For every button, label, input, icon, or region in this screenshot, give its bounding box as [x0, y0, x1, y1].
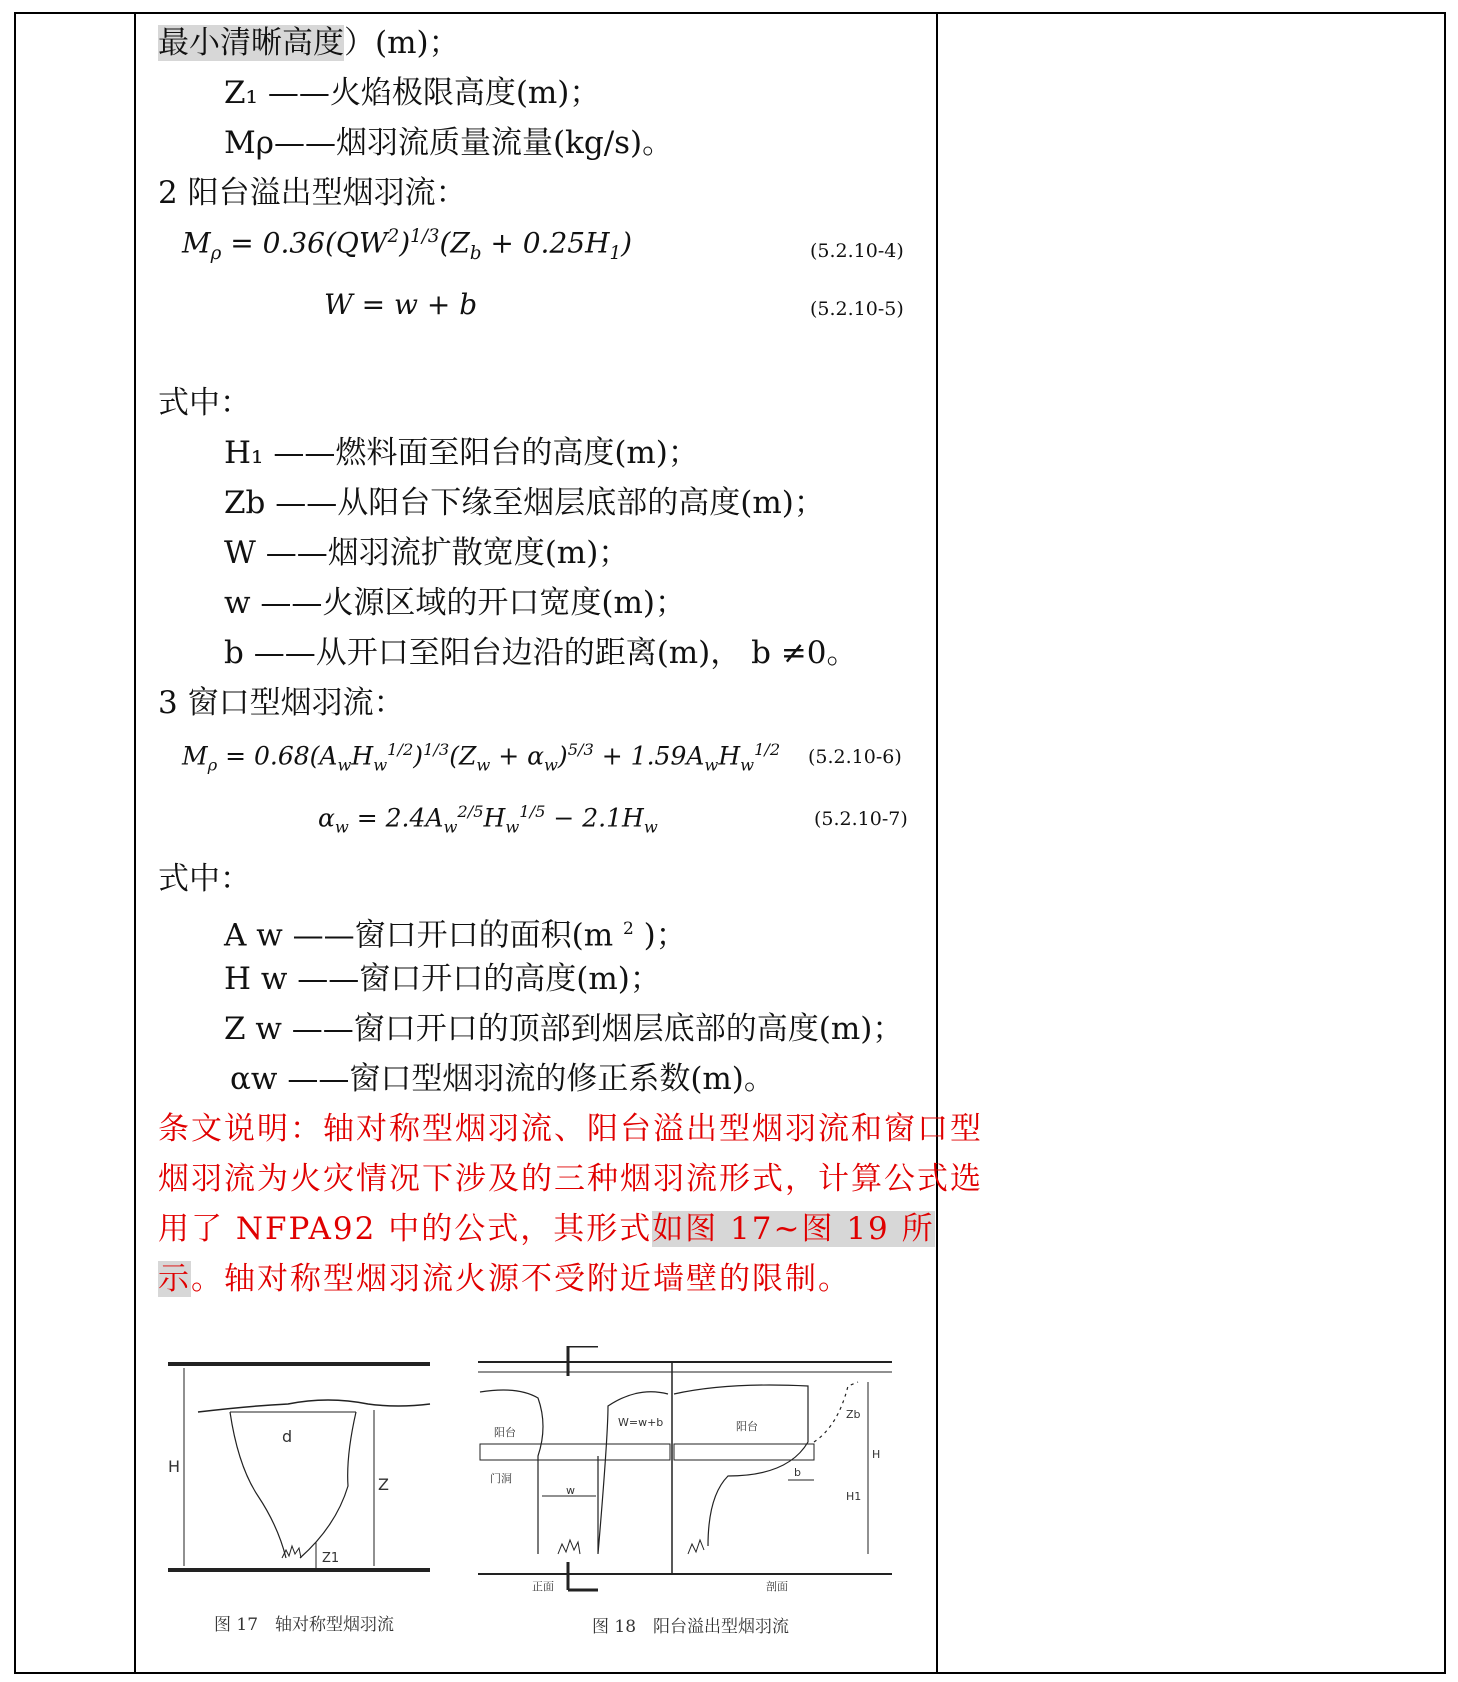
fig17-plume-right [300, 1412, 356, 1558]
line-clear-height: 最小清晰高度）(m)； [158, 25, 460, 61]
formula-expr-6: $M_\rho = 0.68(A_wH_w^{1/2})^{1/3}(Z_w + \alpha_w)^{5/3} + 1.59A_wH_w^{1/2}$ [182, 740, 781, 775]
def-hw: H w ——窗口开口的高度(m)； [224, 961, 661, 997]
fig17-label-Z1: Z1 [322, 1551, 340, 1566]
fig17-label-d: d [282, 1427, 293, 1446]
fig18-balcony-section [674, 1444, 814, 1460]
formula-expr-4: $M_\rho = 0.36(QW^2)^{1/3}(Z_b + 0.25H_1)$ [182, 226, 633, 264]
fig18-flame-section [688, 1540, 704, 1554]
formula-expr-5: W = w + b [324, 288, 478, 321]
fig18-label-balcony-right: 阳台 [736, 1420, 758, 1433]
section-balcony-title: 2 阳台溢出型烟羽流： [158, 175, 467, 211]
fig18-label-Wwb: W=w+b [618, 1416, 664, 1429]
def-W: W ——烟羽流扩散宽度(m)； [224, 535, 630, 571]
fig18-flame-front [558, 1540, 580, 1554]
fig18-label-b: b [794, 1466, 801, 1479]
formula-number-7: (5.2.10-7) [814, 808, 908, 830]
formula-5-2-10-5 [158, 278, 998, 338]
highlight-figure-ref: 如图 17~图 19 所示 [158, 1211, 935, 1297]
fig18-label-door: 门洞 [490, 1472, 512, 1485]
def-b: b ——从开口至阳台边沿的距离(m)， b ≠0。 [224, 635, 858, 671]
formula-5-2-10-7 [158, 788, 998, 848]
fig17-plume-left [230, 1412, 286, 1558]
shizhong-1: 式中： [158, 385, 251, 421]
fig17-flame [282, 1546, 301, 1558]
fig18-label-H: H [872, 1448, 881, 1461]
def-zb: Zb ——从阳台下缘至烟层底部的高度(m)； [224, 485, 825, 521]
def-w: w ——火源区域的开口宽度(m)； [224, 585, 686, 621]
fig17-label-Z: Z [378, 1475, 389, 1494]
def-alpha-w: αw ——窗口型烟羽流的修正系数(m)。 [230, 1061, 775, 1097]
fig18-label-H1: H1 [846, 1490, 862, 1503]
fig17-label-H: H [168, 1457, 181, 1476]
formula-number-4: (5.2.10-4) [810, 240, 904, 262]
section-window-title: 3 窗口型烟羽流： [158, 685, 405, 721]
main-content [158, 18, 998, 1304]
figures-area [168, 1346, 968, 1664]
formula-number-5: (5.2.10-5) [810, 298, 904, 320]
fig18-balcony-front [480, 1444, 670, 1460]
fig18-label-w: w [566, 1484, 575, 1497]
def-zw: Z w ——窗口开口的顶部到烟层底部的高度(m)； [224, 1011, 904, 1047]
shizhong-2: 式中： [158, 861, 251, 897]
def-mp: Mρ——烟羽流质量流量(kg/s)。 [224, 125, 674, 161]
explanatory-note: 条文说明：轴对称型烟羽流、阳台溢出型烟羽流和窗口型烟羽流为火灾情况下涉及的三种烟羽流形式，计算公式选用了 NFPA92 中的公式，其形式如图 17~图 19 所示。轴对称型烟羽流火源不受附近墙壁的限制。 [158, 1111, 983, 1297]
formula-5-2-10-4 [158, 218, 998, 278]
figure-18-diagram [478, 1346, 892, 1590]
fig18-label-Zb: Zb [846, 1408, 861, 1421]
formula-expr-7: $\alpha_w = 2.4A_w^{2/5}H_w^{1/5} - 2.1H_w$ [318, 802, 658, 837]
fig18-label-balcony-left: 阳台 [494, 1426, 516, 1439]
fig18-caption: 图 18 阳台溢出型烟羽流 [592, 1617, 790, 1637]
fig17-smoke-layer [198, 1400, 430, 1412]
fig18-section-plume [674, 1385, 808, 1546]
figure-17-diagram [168, 1364, 430, 1570]
left-column-divider [134, 14, 136, 1672]
def-z1: Z₁ ——火焰极限高度(m)； [224, 75, 601, 111]
fig17-caption: 图 17 轴对称型烟羽流 [214, 1615, 395, 1635]
formula-number-6: (5.2.10-6) [808, 746, 902, 768]
def-h1: H₁ ——燃料面至阳台的高度(m)； [224, 435, 699, 471]
formula-5-2-10-6 [158, 728, 998, 788]
highlight-clear-height: 最小清晰高度 [158, 25, 344, 61]
fig18-label-section: 剖面 [766, 1580, 788, 1593]
def-aw: A w ——窗口开口的面积(m $^2$ )； [224, 917, 687, 954]
fig18-label-front: 正面 [532, 1580, 554, 1593]
